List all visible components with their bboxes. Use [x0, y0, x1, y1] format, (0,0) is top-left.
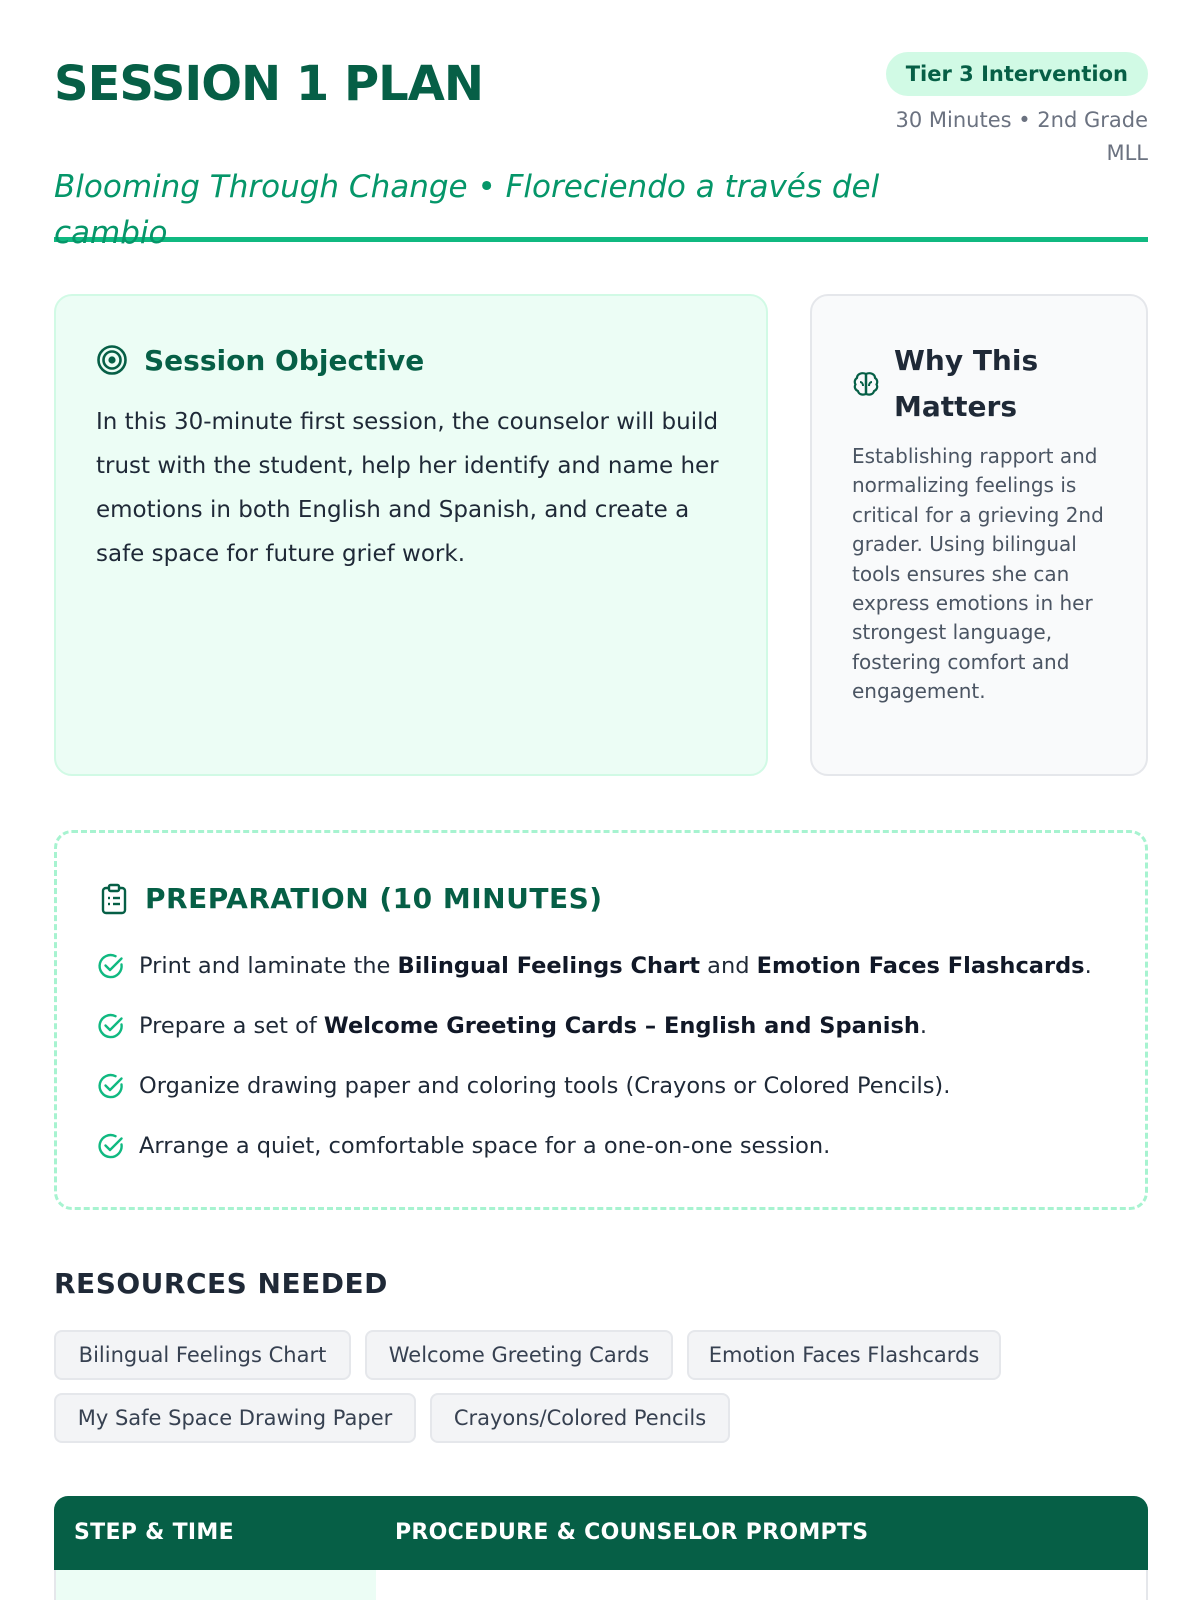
prep-item-text: Print and laminate the Bilingual Feelings Chart and Emotion Faces Flashcards.: [139, 953, 1092, 979]
clipboard-icon: [99, 883, 129, 915]
header-meta-block: [878, 52, 1148, 170]
tier-badge: Tier 3 Intervention: [886, 52, 1148, 96]
preparation-section: [54, 830, 1148, 1210]
target-icon: [96, 344, 128, 376]
prep-item-text: Organize drawing paper and coloring tools (Crayons or Colored Pencils).: [139, 1073, 951, 1099]
page-header: [54, 50, 1148, 251]
page-title: SESSION 1 PLAN: [54, 56, 484, 112]
resource-chip: Crayons/Colored Pencils: [430, 1393, 730, 1443]
resource-chip: Bilingual Feelings Chart: [54, 1330, 351, 1380]
procedure-table-body: [54, 1570, 1148, 1600]
objective-text: In this 30-minute first session, the counselor will build trust with the student, help her identify and name her emotions in both English and Spanish, and create a safe space for future grief work.: [96, 409, 719, 567]
prep-item-highlight: Bilingual Feelings Chart: [397, 953, 701, 979]
why-text: Establishing rapport and normalizing feelings is critical for a grieving 2nd grader. Using bilingual tools ensures she can express emotions in her strongest language, fostering comfort and engagement.: [852, 444, 1104, 704]
step-time-column-cell: [56, 1570, 376, 1600]
column-header-procedure: PROCEDURE & COUNSELOR PROMPTS: [395, 1520, 869, 1545]
resource-chip: My Safe Space Drawing Paper: [54, 1393, 416, 1443]
resources-title: RESOURCES NEEDED: [54, 1267, 388, 1300]
procedure-table-header: [54, 1496, 1148, 1570]
brain-icon: [852, 370, 880, 398]
resource-chip: Welcome Greeting Cards: [365, 1330, 673, 1380]
session-meta: 30 Minutes • 2nd Grade MLL: [895, 108, 1148, 165]
prep-item-highlight: Welcome Greeting Cards – English and Spanish: [323, 1013, 920, 1039]
why-this-matters-card: [810, 294, 1148, 776]
check-circle-icon: [97, 1072, 125, 1100]
preparation-title: PREPARATION (10 MINUTES): [145, 882, 603, 915]
prep-item-highlight: Emotion Faces Flashcards: [756, 953, 1085, 979]
check-circle-icon: [97, 952, 125, 980]
resource-chip: Emotion Faces Flashcards: [687, 1330, 1001, 1380]
check-circle-icon: [97, 1132, 125, 1160]
why-title: Why This Matters: [894, 344, 1039, 423]
prep-item-text: Arrange a quiet, comfortable space for a one-on-one session.: [139, 1133, 831, 1159]
check-circle-icon: [97, 1012, 125, 1040]
column-header-step-time: STEP & TIME: [74, 1520, 234, 1545]
objective-title: Session Objective: [144, 344, 425, 377]
session-objective-card: [54, 294, 768, 776]
prep-item-text: Prepare a set of Welcome Greeting Cards – English and Spanish.: [139, 1013, 928, 1039]
page-subtitle: Blooming Through Change • Floreciendo a través del cambio: [54, 169, 880, 251]
